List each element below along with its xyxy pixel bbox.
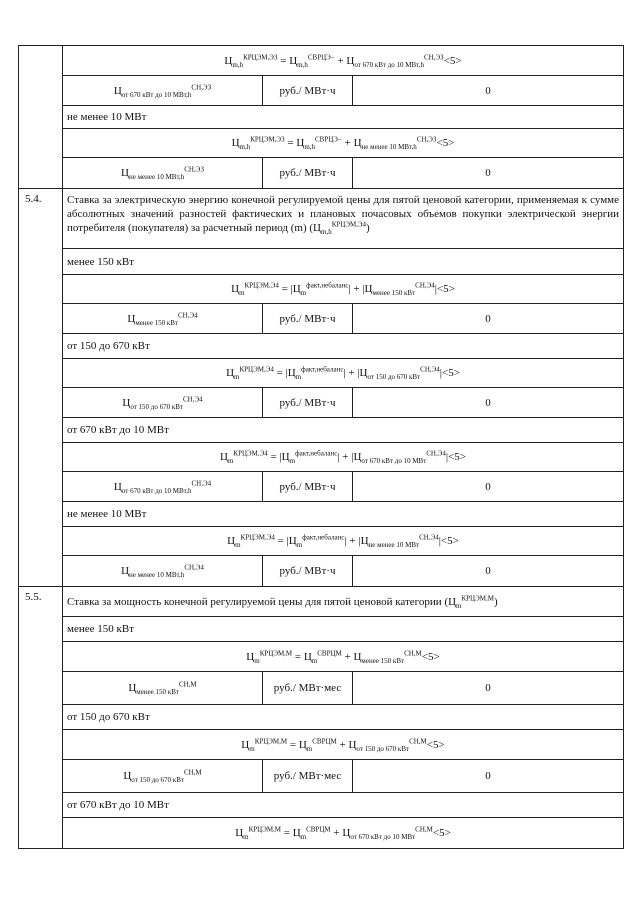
tariff-symbol: $Ц_{менее 150 кВт}^{СН,М}$ — [63, 672, 263, 704]
unit-cell: руб./ МВт·ч — [263, 158, 353, 188]
value-cell: 0 — [485, 682, 491, 694]
unit-cell: руб./ МВт·мес — [263, 672, 353, 704]
section-5-5 — [18, 587, 624, 849]
unit-cell: руб./ МВт·ч — [263, 388, 353, 417]
band-label: от 670 кВт до 10 МВт — [63, 793, 623, 818]
value-cell: 0 — [485, 480, 491, 493]
value-row — [63, 556, 623, 586]
section-number: 5.4. — [19, 189, 63, 586]
value-cell: 0 — [485, 396, 491, 409]
formula-m-670-10: $Ц_m^{КРЦЭМ,М} = Ц_m^{СВРЦМ} + Ц_{от 670 кВт до 10 МВт}^{СН,М}<5>$ — [235, 825, 451, 842]
band-label: менее 150 кВт — [63, 617, 623, 642]
value-cell: 0 — [485, 312, 491, 325]
formula-m-150-670: $Ц_m^{КРЦЭМ,М} = Ц_m^{СВРЦМ} + Ц_{от 150 до 670 кВт}^{СН,М}<5>$ — [63, 730, 623, 760]
tariff-symbol: $Ц_{от 150 до 670 кВт}^{СН,М}$ — [63, 760, 263, 792]
formula-e4-min10: $Ц_m^{КРЦЭМ,Э4} = |Ц_m^{факт,небаланс}| + |Ц_{не менее 10 МВт}^{СН,Э4}|<5>$ — [63, 527, 623, 556]
band-label: не менее 10 МВт — [63, 106, 623, 129]
formula-ee3-min10: $Ц_{m,h}^{КРЦЭМ,ЭЗ} = Ц_{m,h}^{СВРЦЭ-} + Ц_{не менее 10 МВт,h}^{СН,ЭЗ}<5>$ — [63, 129, 623, 158]
tariff-table — [18, 45, 624, 849]
section-description: Ставка за мощность конечной регулируемой цены для пятой ценовой категории $(Ц_m^{КРЦЭМ,М})$ — [63, 587, 623, 617]
unit-cell: руб./ МВт·ч — [263, 76, 353, 105]
band-label: от 150 до 670 кВт — [63, 705, 623, 730]
formula-ee3-670: $Ц_{m,h}^{КРЦЭМ,ЭЗ} = Ц_{m,h}^{СВРЦЭ-} + Ц_{от 670 кВт до 10 МВт,h}^{СН,ЭЗ}<5>$ — [63, 46, 623, 76]
value-row — [63, 304, 623, 334]
continuation-block — [18, 45, 624, 189]
section-number: 5.5. — [19, 587, 63, 848]
formula-e4-670-10: $Ц_m^{КРЦЭМ,Э4} = |Ц_m^{факт,небаланс}| + |Ц_{от 670 кВт до 10 МВт}^{СН,Э4}|<5>$ — [63, 443, 623, 472]
value-row — [63, 388, 623, 418]
unit-cell: руб./ МВт·мес — [263, 760, 353, 792]
formula-e4-150-670: $Ц_m^{КРЦЭМ,Э4} = |Ц_m^{факт,небаланс}| + |Ц_{от 150 до 670 кВт}^{СН,Э4}|<5>$ — [63, 359, 623, 388]
value-cell: 0 — [485, 565, 491, 577]
tariff-symbol: $Ц_{от 670 кВт до 10 МВт,h}^{СН,Э4}$ — [63, 472, 263, 501]
band-label: от 150 до 670 кВт — [63, 334, 623, 359]
value-row — [63, 472, 623, 502]
formula-e4-less150: $Ц_m^{КРЦЭМ,Э4} = |Ц_m^{факт,небаланс}| + |Ц_{менее 150 кВт}^{СН,Э4}|<5>$ — [63, 275, 623, 304]
value-cell: 0 — [485, 770, 491, 782]
formula-m-less150: $Ц_m^{КРЦЭМ,М} = Ц_m^{СВРЦМ} + Ц_{менее 150 кВт}^{СН,М}<5>$ — [63, 642, 623, 672]
section-description: Ставка за электрическую энергию конечной регулируемой цены для пятой ценовой категории, применяемая к сумме абсолютных значений разностей фактических и плановых почасовых объемов покупки электрической энергии потребителя (покупателя) за расчетный период (m) $(Ц_{m,h}^{КРЦЭМ,Э4})$ — [63, 189, 623, 249]
section-5-4 — [18, 189, 624, 587]
band-label: менее 150 кВт — [63, 249, 623, 275]
value-cell: 0 — [485, 167, 491, 179]
tariff-symbol: $Ц_{от 150 до 670 кВт}^{СН,Э4}$ — [63, 388, 263, 417]
value-cell: 0 — [485, 84, 491, 97]
row-number-empty — [19, 46, 63, 188]
tariff-symbol: $Ц_{менее 150 кВт}^{СН,Э4}$ — [63, 304, 263, 333]
band-label: от 670 кВт до 10 МВт — [63, 418, 623, 443]
value-row — [63, 672, 623, 705]
tariff-symbol: $Ц_{от 670 кВт до 10 МВт,h}^{СН,ЭЗ}$ — [63, 76, 263, 105]
unit-cell: руб./ МВт·ч — [263, 304, 353, 333]
band-label: не менее 10 МВт — [63, 502, 623, 527]
unit-cell: руб./ МВт·ч — [263, 472, 353, 501]
tariff-symbol: $Ц_{не менее 10 МВт,h}^{СН,ЭЗ}$ — [63, 158, 263, 188]
value-row — [63, 76, 623, 106]
value-row — [63, 158, 623, 188]
value-row — [63, 760, 623, 793]
unit-cell: руб./ МВт·ч — [263, 556, 353, 586]
tariff-symbol: $Ц_{не менее 10 МВт,h}^{СН,Э4}$ — [63, 556, 263, 586]
